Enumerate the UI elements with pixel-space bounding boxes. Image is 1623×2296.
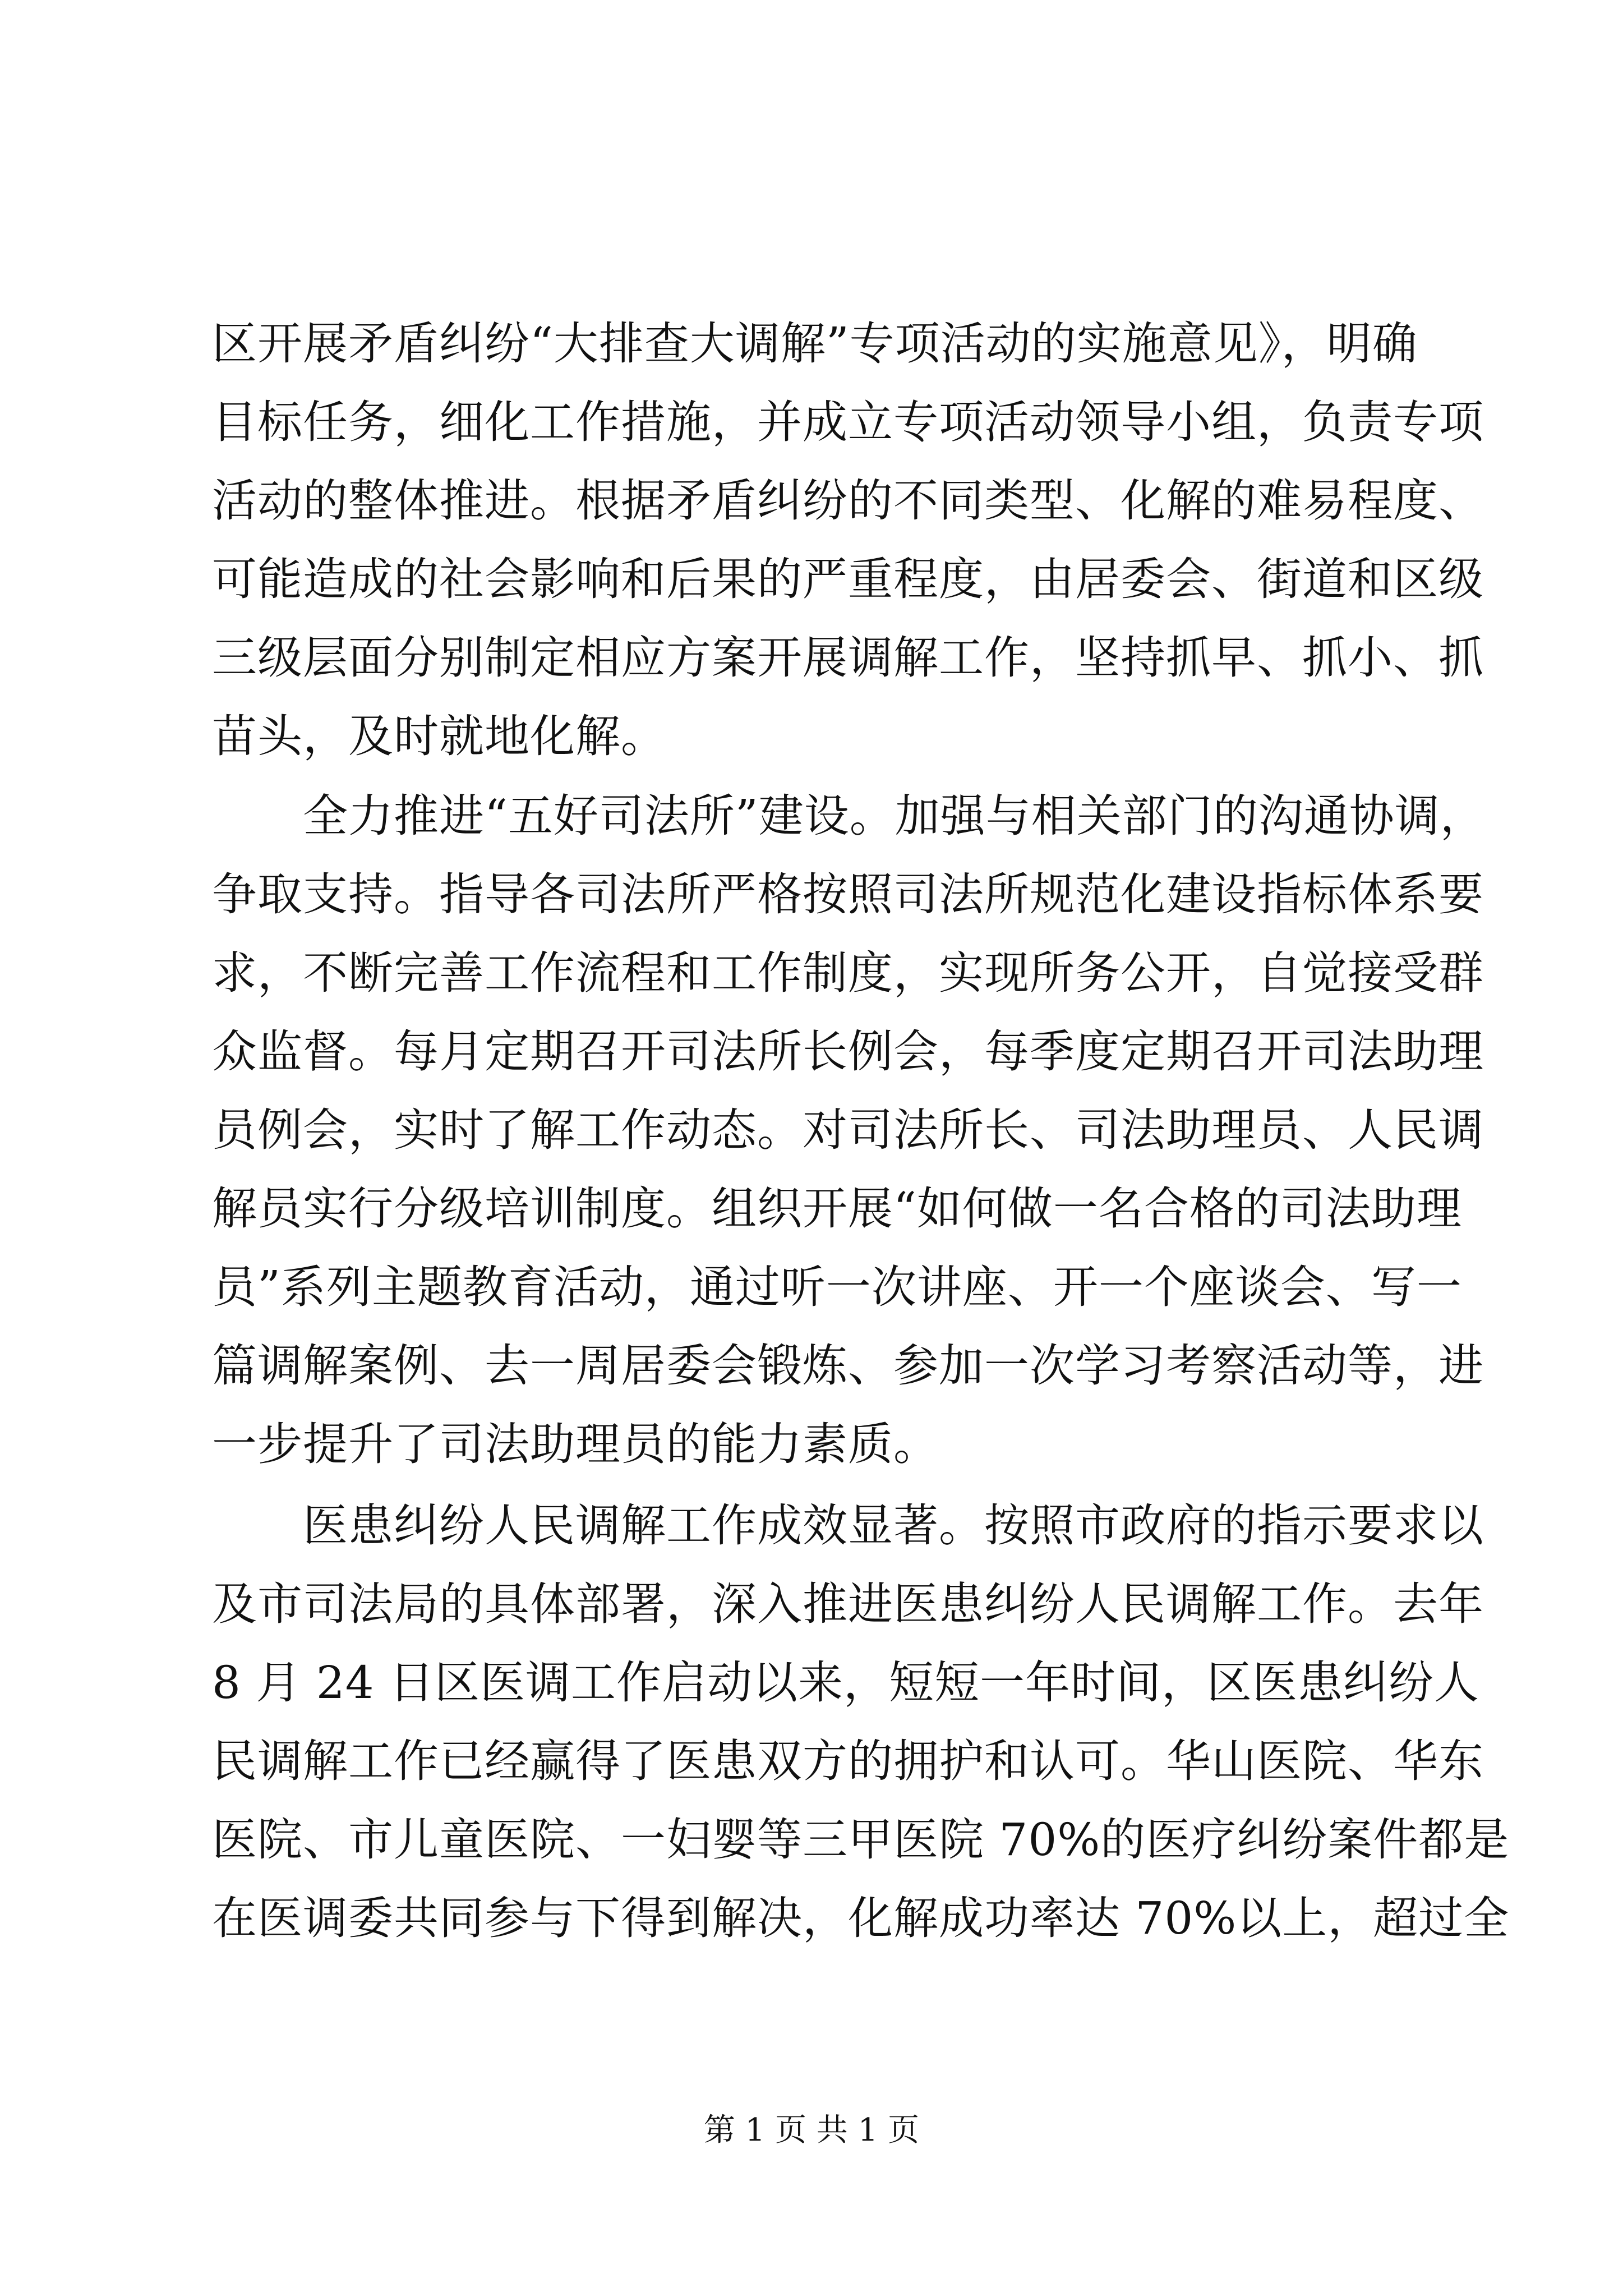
body-text-line: 篇调解案例、去一周居委会锻炼、参加一次学习考察活动等，进 [212,1340,1484,1392]
body-text-line: 一步提升了司法助理员的能力素质。 [212,1418,939,1470]
body-text-line: 争取支持。指导各司法所严格按照司法所规范化建设指标体系要 [212,868,1484,921]
body-text-line: 医院、市儿童医院、一妇婴等三甲医院 70%的医疗纠纷案件都是 [212,1814,1510,1866]
body-text-line: 民调解工作已经赢得了医患双方的拥护和认可。华山医院、华东 [212,1735,1484,1787]
body-text-line: 活动的整体推进。根据矛盾纠纷的不同类型、化解的难易程度、 [212,475,1484,527]
body-text-line: 目标任务，细化工作措施，并成立专项活动领导小组，负责专项 [212,396,1484,448]
body-text-line: 解员实行分级培训制度。组织开展“如何做一名合格的司法助理 [212,1182,1462,1235]
body-text-line: 全力推进“五好司法所”建设。加强与相关部门的沟通协调， [212,790,1486,842]
body-text-line: 员”系列主题教育活动，通过听一次讲座、开一个座谈会、写一 [212,1261,1462,1313]
body-text-line: 求，不断完善工作流程和工作制度，实现所务公开，自觉接受群 [212,947,1484,999]
body-text-line: 在医调委共同参与下得到解决，化解成功率达 70%以上，超过全 [212,1892,1510,1944]
body-text-line: 苗头，及时就地化解。 [212,710,666,762]
page-footer: 第 1 页 共 1 页 [703,2112,920,2148]
body-text-line: 三级层面分别制定相应方案开展调解工作，坚持抓早、抓小、抓 [212,632,1484,684]
body-text-line: 区开展矛盾纠纷“大排查大调解”专项活动的实施意见》，明确 [212,318,1418,370]
body-text-line: 众监督。每月定期召开司法所长例会，每季度定期召开司法助理 [212,1025,1484,1078]
body-text-line: 及市司法局的具体部署，深入推进医患纠纷人民调解工作。去年 [212,1578,1484,1630]
body-text-line: 8 月 24 日区医调工作启动以来，短短一年时间，区医患纠纷人 [212,1657,1479,1709]
body-text-line: 员例会，实时了解工作动态。对司法所长、司法助理员、人民调 [212,1104,1484,1156]
body-text-line: 医患纠纷人民调解工作成效显著。按照市政府的指示要求以 [212,1499,1484,1552]
body-text-line: 可能造成的社会影响和后果的严重程度，由居委会、街道和区级 [212,553,1484,605]
